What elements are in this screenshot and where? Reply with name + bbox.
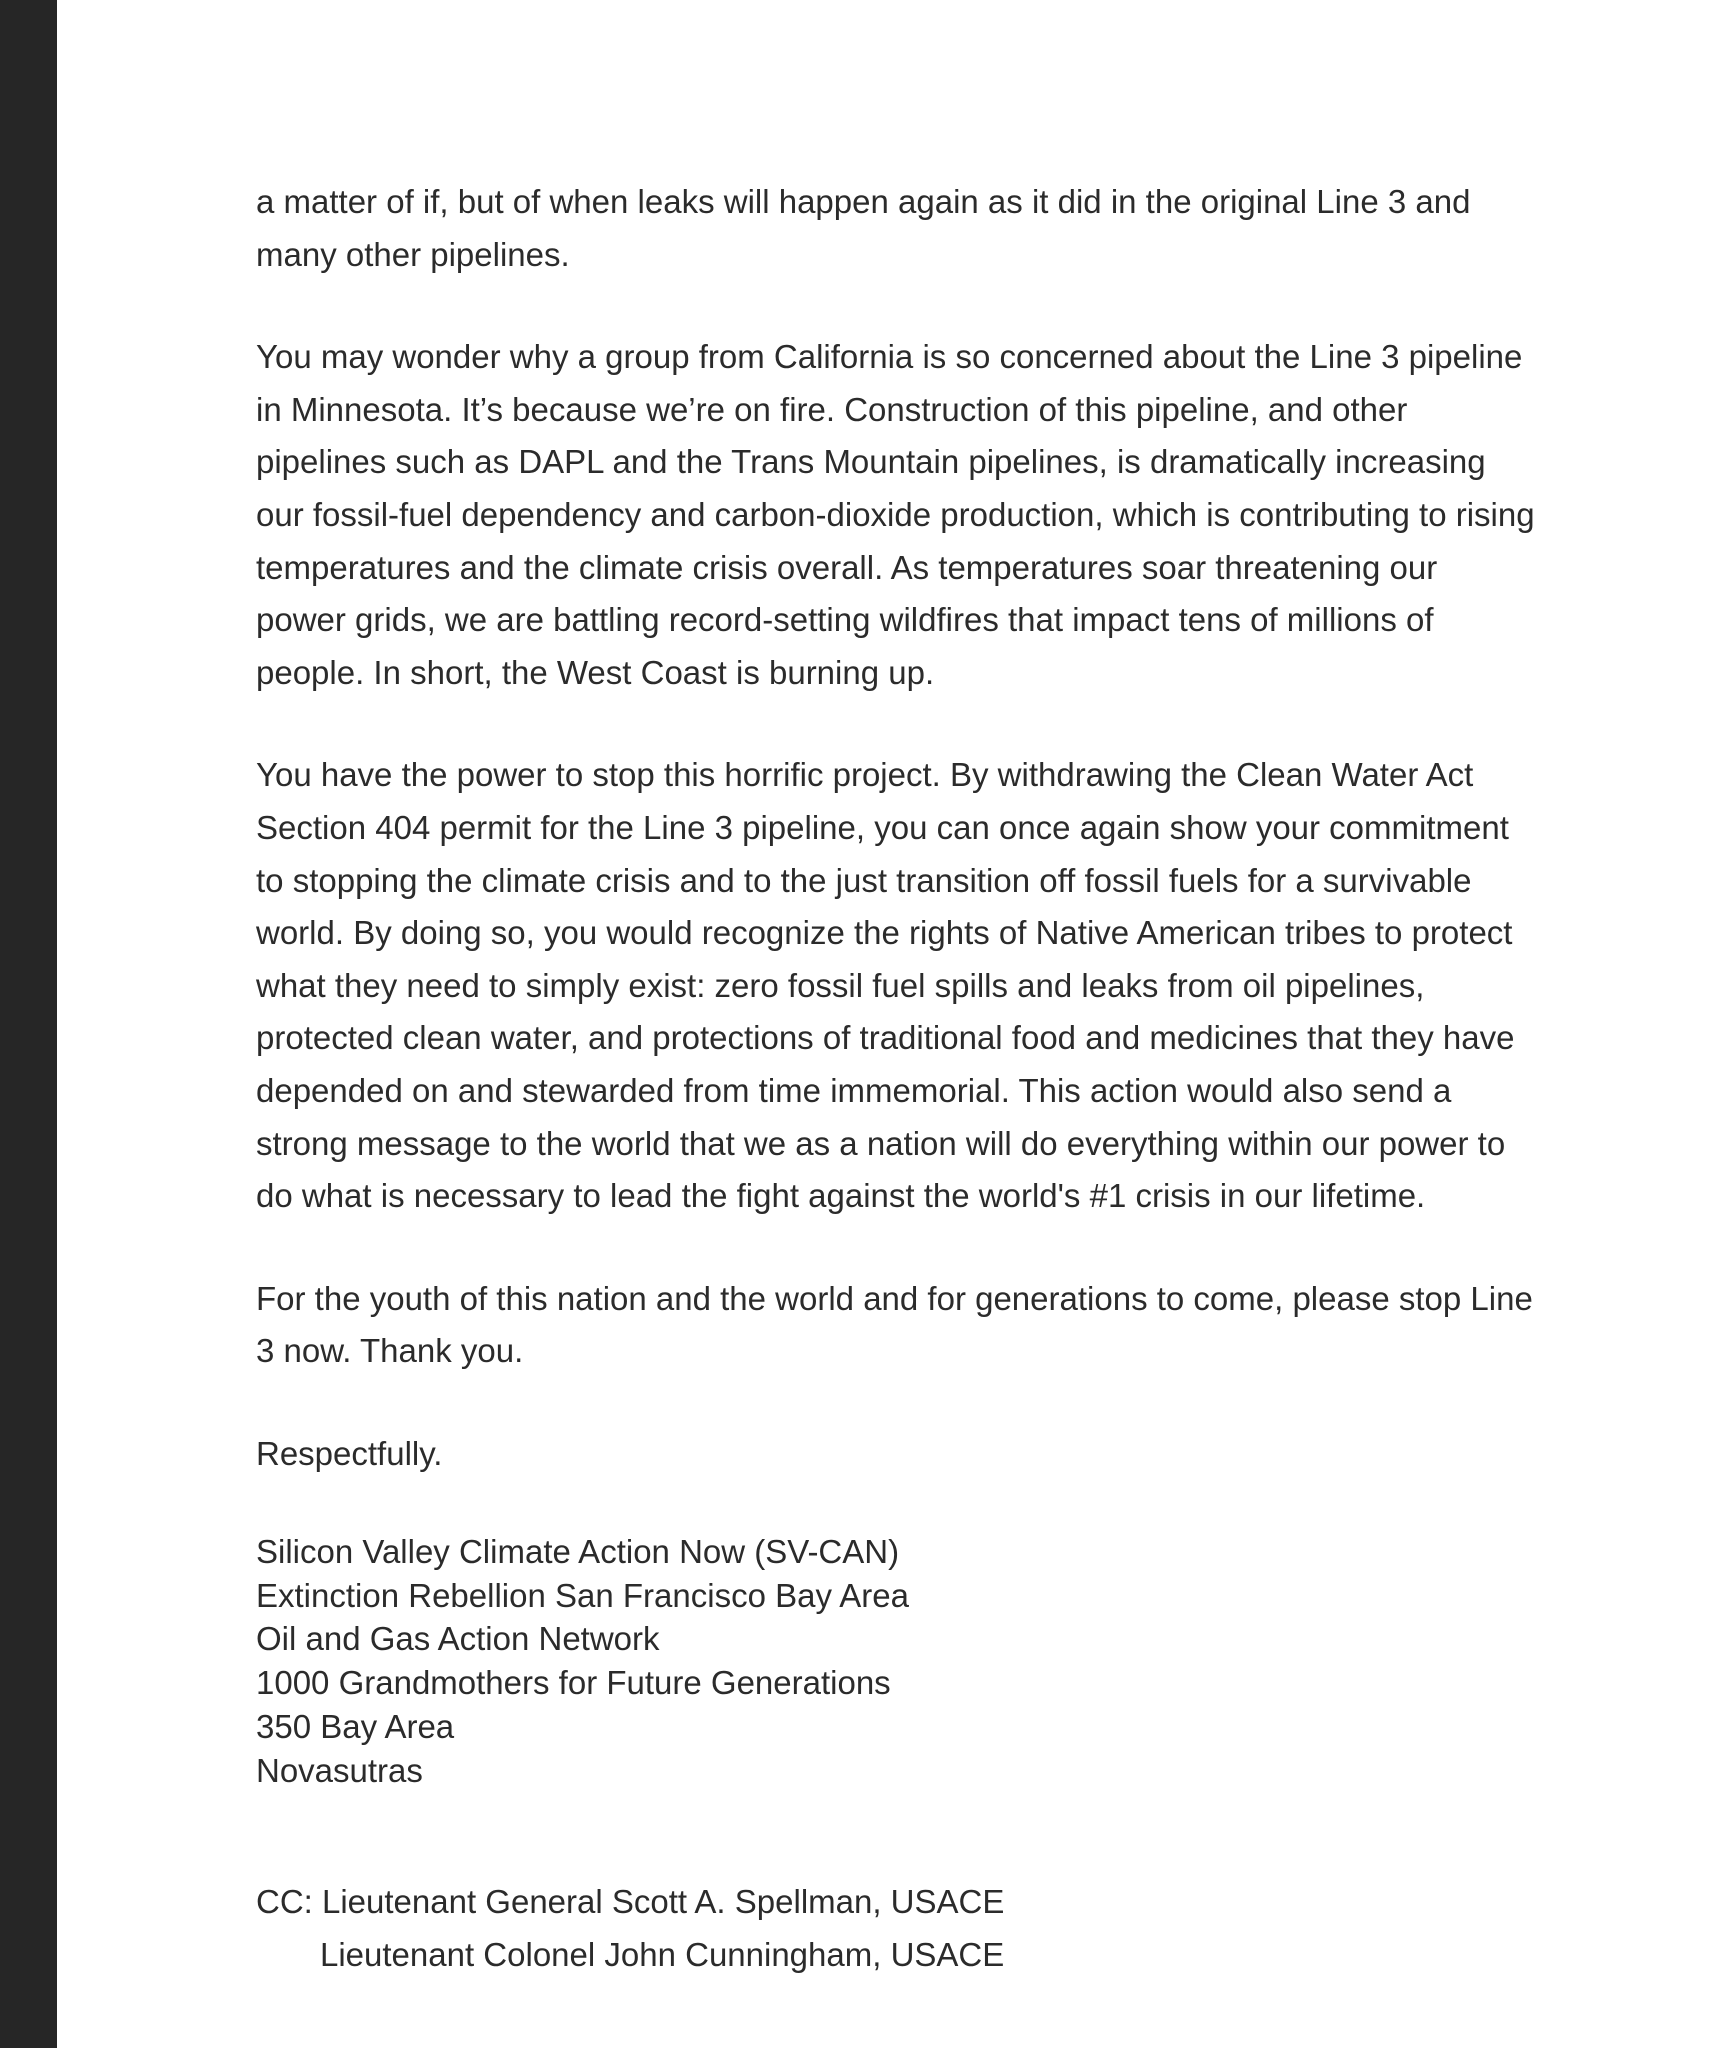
signatory: 350 Bay Area	[256, 1708, 455, 1746]
signatory: Oil and Gas Action Network	[256, 1620, 660, 1658]
signatory: 1000 Grandmothers for Future Generations	[256, 1664, 891, 1702]
text-line: You may wonder why a group from California is so concerned about the Line 3 pipeline	[256, 338, 1523, 376]
text-line: You have the power to stop this horrific project. By withdrawing the Clean Water Act	[256, 756, 1474, 794]
letter-body	[256, 176, 1596, 1793]
viewer-side-bar	[0, 0, 57, 2048]
signatory: Extinction Rebellion San Francisco Bay Area	[256, 1576, 910, 1614]
text-line: Section 404 permit for the Line 3 pipeline, you can once again show your commitment	[256, 808, 1509, 846]
cc-block	[256, 1875, 1004, 1981]
text-line: protected clean water, and protections of traditional food and medicines that they have	[256, 1019, 1515, 1057]
cc-line-secondary: Lieutenant Colonel John Cunningham, USACE	[320, 1936, 1005, 1973]
text-line: power grids, we are battling record-setting wildfires that impact tens of millions of	[256, 601, 1434, 639]
text-line: a matter of if, but of when leaks will happen again as it did in the original Line 3 and	[256, 183, 1471, 220]
text-line: what they need to simply exist: zero fossil fuel spills and leaks from oil pipelines,	[256, 966, 1425, 1004]
text-line: people. In short, the West Coast is burning up.	[256, 653, 935, 691]
text-line: many other pipelines.	[256, 235, 570, 273]
paragraph-youth	[256, 1273, 1596, 1378]
text-line: do what is necessary to lead the fight against the world's #1 crisis in our lifetime.	[256, 1177, 1426, 1215]
closing-salutation: Respectfully.	[256, 1434, 443, 1472]
text-line: world. By doing so, you would recognize the rights of Native American tribes to protect	[256, 914, 1513, 952]
text-line: depended on and stewarded from time immemorial. This action would also send a	[256, 1071, 1452, 1109]
text-line: our fossil-fuel dependency and carbon-dioxide production, which is contributing to rising	[256, 495, 1535, 533]
paragraph-california-concern	[256, 331, 1596, 699]
paragraph-leaks	[256, 176, 1596, 281]
text-line: in Minnesota. It’s because we’re on fire. Construction of this pipeline, and other	[256, 390, 1408, 428]
text-line: temperatures and the climate crisis overall. As temperatures soar threatening our	[256, 548, 1438, 586]
signatory: Silicon Valley Climate Action Now (SV-CAN)	[256, 1532, 900, 1570]
text-line: to stopping the climate crisis and to the just transition off fossil fuels for a survivable	[256, 861, 1472, 899]
text-line: strong message to the world that we as a nation will do everything within our power to	[256, 1124, 1506, 1162]
text-line: 3 now. Thank you.	[256, 1332, 524, 1370]
signatory: Novasutras	[256, 1751, 423, 1789]
paragraph-power-to-stop	[256, 749, 1596, 1222]
text-line: pipelines such as DAPL and the Trans Mountain pipelines, is dramatically increasing	[256, 443, 1486, 481]
signatory-list	[256, 1530, 1596, 1793]
cc-line-primary: CC: Lieutenant General Scott A. Spellman, USACE	[256, 1883, 1005, 1920]
text-line: For the youth of this nation and the world and for generations to come, please stop Line	[256, 1279, 1533, 1317]
